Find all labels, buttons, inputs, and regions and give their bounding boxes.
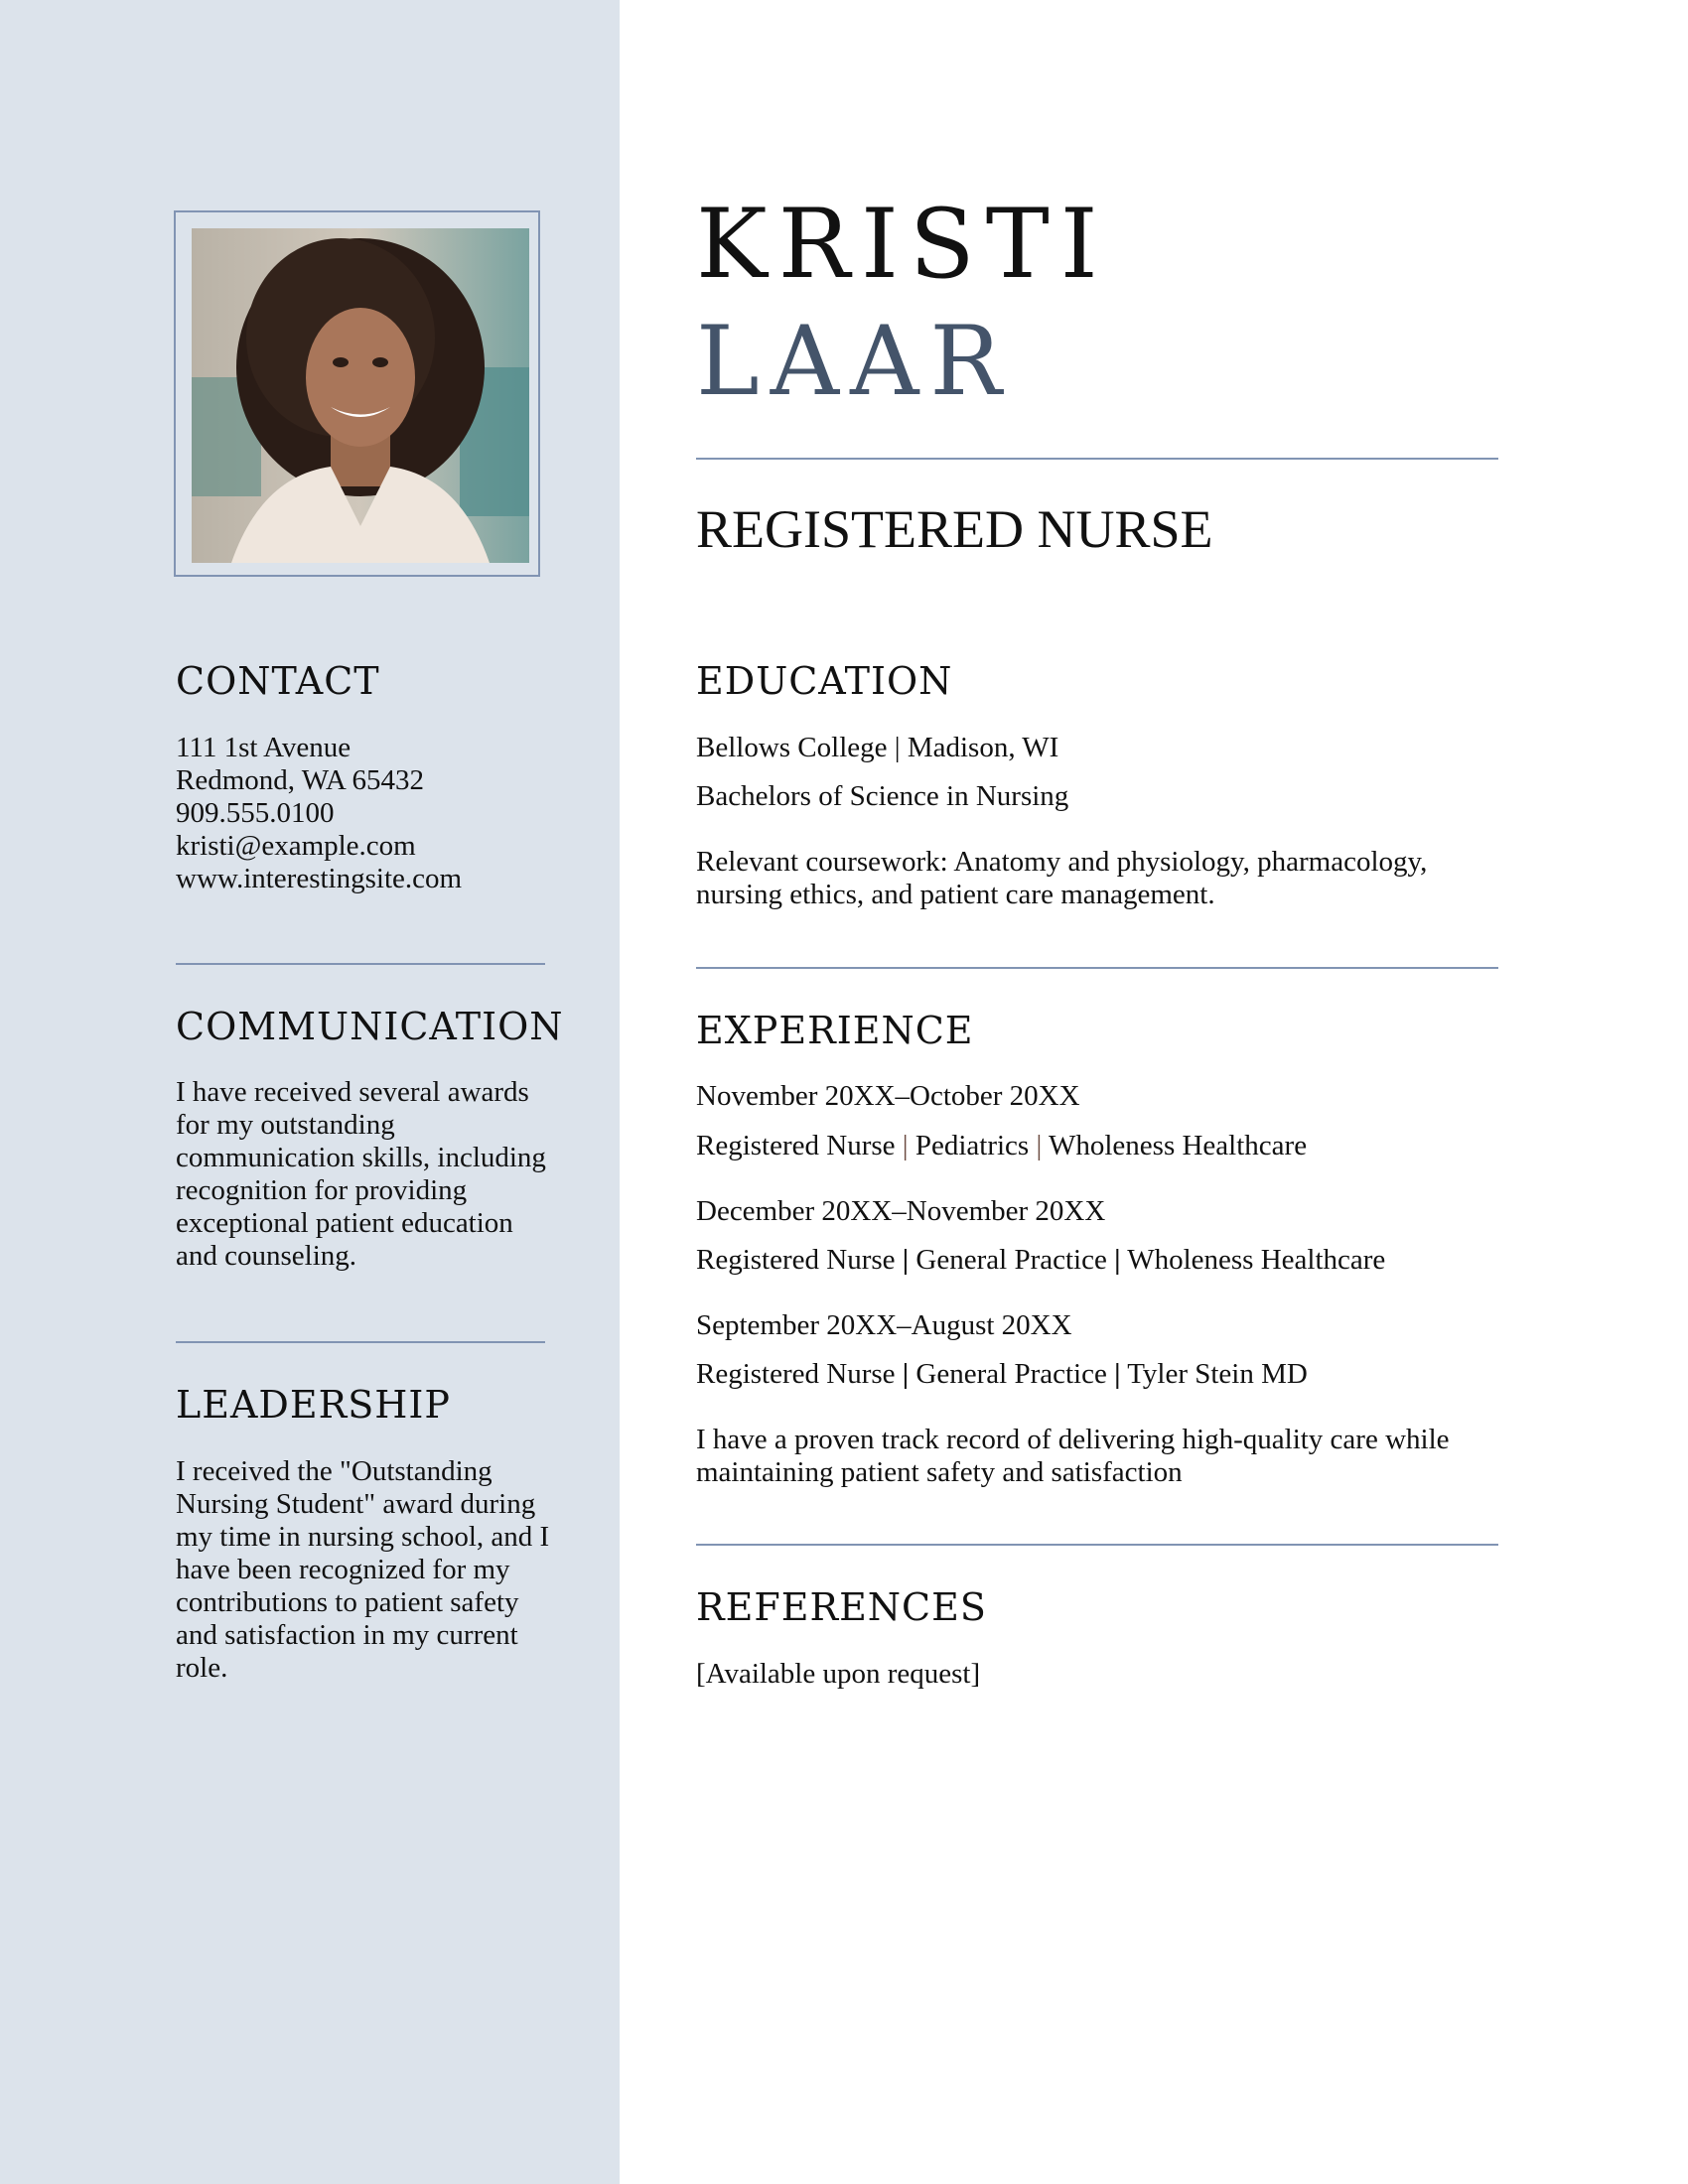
- job-area: Pediatrics: [914, 1130, 1030, 1161]
- separator: |: [1036, 1130, 1043, 1161]
- job-dates: November 20XX–October 20XX: [696, 1080, 1080, 1112]
- first-name: KRISTI: [696, 189, 1109, 300]
- references-heading: REFERENCES: [696, 1585, 987, 1629]
- sidebar-divider: [176, 1341, 545, 1343]
- education-heading: EDUCATION: [696, 659, 953, 703]
- communication-line: communication skills, including: [176, 1142, 546, 1173]
- name-divider: [696, 458, 1498, 460]
- job-details: [696, 1358, 1510, 1391]
- section-divider: [696, 1544, 1498, 1546]
- job-dates: September 20XX–August 20XX: [696, 1309, 1072, 1341]
- education-school: Bellows College | Madison, WI: [696, 732, 1059, 763]
- separator: |: [902, 1244, 910, 1276]
- communication-line: I have received several awards: [176, 1076, 529, 1108]
- summary-line: I have a proven track record of delivering high-quality care while: [696, 1424, 1450, 1455]
- communication-line: recognition for providing: [176, 1174, 468, 1206]
- contact-address-line2: Redmond, WA 65432: [176, 764, 424, 796]
- education-coursework: [696, 846, 1510, 911]
- job-dates: December 20XX–November 20XX: [696, 1195, 1106, 1227]
- leadership-line: contributions to patient safety: [176, 1586, 519, 1618]
- communication-heading: COMMUNICATION: [176, 1005, 564, 1048]
- separator: |: [1114, 1358, 1121, 1390]
- job-role: Registered Nurse: [696, 1244, 896, 1276]
- leadership-line: I received the "Outstanding: [176, 1455, 492, 1487]
- communication-line: exceptional patient education: [176, 1207, 513, 1239]
- coursework-line: nursing ethics, and patient care management.: [696, 879, 1215, 910]
- leadership-line: Nursing Student" award during: [176, 1488, 536, 1520]
- separator: |: [902, 1130, 909, 1161]
- communication-line: for my outstanding: [176, 1109, 395, 1141]
- job-area: General Practice: [915, 1244, 1107, 1276]
- education-degree: Bachelors of Science in Nursing: [696, 780, 1069, 812]
- job-employer: Wholeness Healthcare: [1127, 1244, 1386, 1276]
- contact-website[interactable]: www.interestingsite.com: [176, 863, 463, 894]
- job-area: General Practice: [915, 1358, 1107, 1390]
- references-text: [Available upon request]: [696, 1658, 981, 1690]
- summary-line: maintaining patient safety and satisfaction: [696, 1456, 1183, 1488]
- job-title: REGISTERED NURSE: [696, 499, 1213, 559]
- leadership-line: role.: [176, 1652, 228, 1684]
- job-employer: Tyler Stein MD: [1127, 1358, 1308, 1390]
- contact-email[interactable]: kristi@example.com: [176, 830, 416, 862]
- communication-line: and counseling.: [176, 1240, 357, 1272]
- leadership-line: and satisfaction in my current: [176, 1619, 518, 1651]
- experience-heading: EXPERIENCE: [696, 1009, 974, 1052]
- job-role: Registered Nurse: [696, 1130, 896, 1161]
- job-role: Registered Nurse: [696, 1358, 896, 1390]
- coursework-line: Relevant coursework: Anatomy and physiology, pharmacology,: [696, 846, 1428, 878]
- job-details: [696, 1244, 1510, 1277]
- contact-info: [176, 732, 563, 895]
- job-employer: Wholeness Healthcare: [1049, 1130, 1308, 1161]
- communication-text: [176, 1076, 563, 1273]
- leadership-line: have been recognized for my: [176, 1554, 510, 1585]
- job-details: [696, 1130, 1510, 1162]
- last-name: LAAR: [696, 306, 1013, 417]
- leadership-heading: LEADERSHIP: [176, 1383, 451, 1427]
- section-divider: [696, 967, 1498, 969]
- experience-summary: [696, 1424, 1510, 1489]
- sidebar-divider: [176, 963, 545, 965]
- portrait-photo: [192, 228, 529, 563]
- separator: |: [902, 1358, 910, 1390]
- contact-phone: 909.555.0100: [176, 797, 335, 829]
- leadership-text: [176, 1455, 563, 1685]
- contact-heading: CONTACT: [176, 659, 380, 703]
- contact-address-line1: 111 1st Avenue: [176, 732, 352, 763]
- separator: |: [1114, 1244, 1121, 1276]
- leadership-line: my time in nursing school, and I: [176, 1521, 550, 1553]
